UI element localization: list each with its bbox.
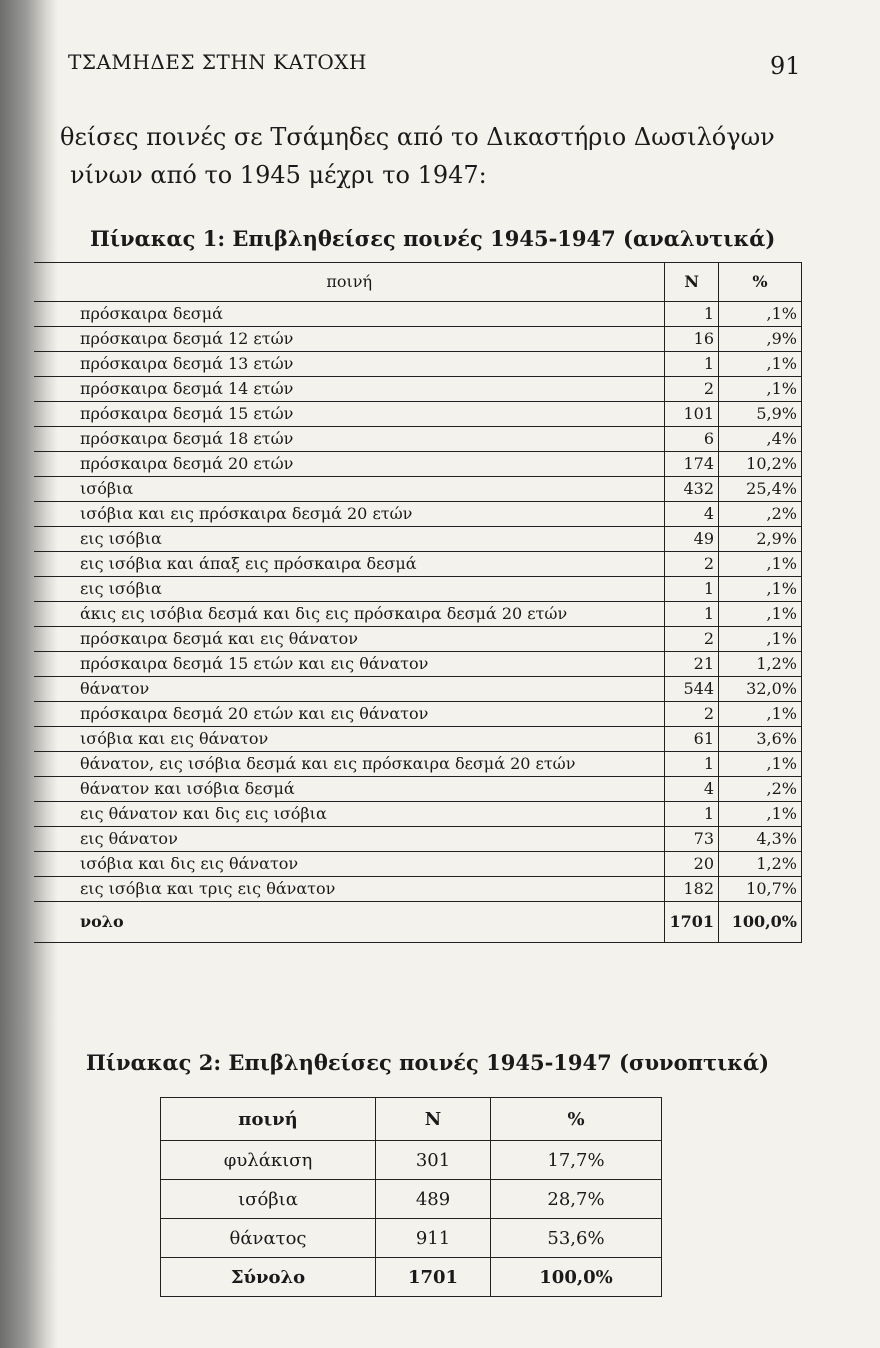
row-n: 911	[376, 1219, 491, 1258]
row-pct: 10,7%	[719, 877, 802, 902]
table-row	[34, 452, 802, 477]
row-n: 16	[665, 327, 719, 352]
table-row	[161, 1141, 662, 1180]
row-label: ισόβια	[161, 1180, 376, 1219]
table-row	[34, 477, 802, 502]
row-n: 1	[665, 602, 719, 627]
table1-header-n: Ν	[665, 263, 719, 302]
row-n: 1	[665, 752, 719, 777]
row-label: πρόσκαιρα δεσμά 14 ετών	[34, 377, 665, 402]
row-n: 432	[665, 477, 719, 502]
row-label: πρόσκαιρα δεσμά 15 ετών	[34, 402, 665, 427]
row-n: 21	[665, 652, 719, 677]
row-label: πρόσκαιρα δεσμά και εις θάνατον	[34, 627, 665, 652]
table1-body	[34, 302, 802, 902]
table-row	[34, 852, 802, 877]
row-pct: ,9%	[719, 327, 802, 352]
table-row	[34, 752, 802, 777]
table-row	[34, 727, 802, 752]
row-n: 1	[665, 352, 719, 377]
row-label: θάνατος	[161, 1219, 376, 1258]
row-n: 1	[665, 302, 719, 327]
row-n: 4	[665, 777, 719, 802]
table-row	[34, 652, 802, 677]
table-row	[34, 302, 802, 327]
table-row	[161, 1180, 662, 1219]
row-n: 2	[665, 702, 719, 727]
row-pct: ,1%	[719, 377, 802, 402]
row-pct: 4,3%	[719, 827, 802, 852]
table-row	[34, 602, 802, 627]
row-pct: 1,2%	[719, 652, 802, 677]
table1-total-n: 1701	[665, 902, 719, 943]
table-row	[161, 1219, 662, 1258]
table-row	[34, 702, 802, 727]
row-label: εις θάνατον και δις εις ισόβια	[34, 802, 665, 827]
row-label: φυλάκιση	[161, 1141, 376, 1180]
table-row	[34, 577, 802, 602]
table1-header-pct: %	[719, 263, 802, 302]
row-label: άκις εις ισόβια δεσμά και δις εις πρόσκαιρα δεσμά 20 ετών	[34, 602, 665, 627]
row-pct: ,1%	[719, 752, 802, 777]
row-pct: 25,4%	[719, 477, 802, 502]
row-pct: ,1%	[719, 302, 802, 327]
row-pct: ,1%	[719, 577, 802, 602]
row-label: εις ισόβια	[34, 577, 665, 602]
row-pct: 5,9%	[719, 402, 802, 427]
row-n: 301	[376, 1141, 491, 1180]
table-row	[34, 802, 802, 827]
row-pct: 2,9%	[719, 527, 802, 552]
intro-line-2: νίνων από το 1945 μέχρι το 1947:	[70, 161, 487, 189]
row-pct: ,2%	[719, 777, 802, 802]
row-label: πρόσκαιρα δεσμά 13 ετών	[34, 352, 665, 377]
table-row	[34, 677, 802, 702]
row-label: εις ισόβια και τρις εις θάνατον	[34, 877, 665, 902]
row-pct: 10,2%	[719, 452, 802, 477]
row-label: θάνατον	[34, 677, 665, 702]
row-n: 6	[665, 427, 719, 452]
table-row	[34, 377, 802, 402]
row-n: 101	[665, 402, 719, 427]
table1-header-row	[34, 263, 802, 302]
row-label: θάνατον και ισόβια δεσμά	[34, 777, 665, 802]
row-pct: ,1%	[719, 602, 802, 627]
row-n: 73	[665, 827, 719, 852]
row-n: 2	[665, 627, 719, 652]
table2-total-row	[161, 1258, 662, 1297]
row-pct: 53,6%	[491, 1219, 662, 1258]
row-label: εις ισόβια και άπαξ εις πρόσκαιρα δεσμά	[34, 552, 665, 577]
table2-body	[161, 1141, 662, 1258]
row-label: πρόσκαιρα δεσμά 20 ετών	[34, 452, 665, 477]
table1-header-label: ποινή	[34, 263, 665, 302]
row-n: 1	[665, 577, 719, 602]
row-label: πρόσκαιρα δεσμά 12 ετών	[34, 327, 665, 352]
row-n: 2	[665, 377, 719, 402]
table-row	[34, 877, 802, 902]
row-pct: 3,6%	[719, 727, 802, 752]
table2-header-row	[161, 1098, 662, 1141]
table2-header-label: ποινή	[161, 1098, 376, 1141]
table1-title: Πίνακας 1: Επιβληθείσες ποινές 1945-1947 (αναλυτικά)	[90, 226, 776, 251]
row-n: 544	[665, 677, 719, 702]
table-row	[34, 502, 802, 527]
table-row	[34, 777, 802, 802]
table2-total-pct: 100,0%	[491, 1258, 662, 1297]
row-pct: ,1%	[719, 352, 802, 377]
row-pct: ,4%	[719, 427, 802, 452]
row-n: 49	[665, 527, 719, 552]
row-pct: 1,2%	[719, 852, 802, 877]
row-label: ισόβια και εις θάνατον	[34, 727, 665, 752]
row-n: 1	[665, 802, 719, 827]
row-n: 182	[665, 877, 719, 902]
row-pct: ,1%	[719, 702, 802, 727]
row-pct: 28,7%	[491, 1180, 662, 1219]
row-label: ισόβια	[34, 477, 665, 502]
row-pct: ,1%	[719, 627, 802, 652]
row-n: 4	[665, 502, 719, 527]
table-row	[34, 402, 802, 427]
row-label: πρόσκαιρα δεσμά 18 ετών	[34, 427, 665, 452]
row-pct: ,1%	[719, 802, 802, 827]
row-n: 2	[665, 552, 719, 577]
table-row	[34, 352, 802, 377]
row-n: 489	[376, 1180, 491, 1219]
table1-total-label: νολο	[34, 902, 665, 943]
row-label: ισόβια και δις εις θάνατον	[34, 852, 665, 877]
row-n: 20	[665, 852, 719, 877]
row-label: εις ισόβια	[34, 527, 665, 552]
table1-total-pct: 100,0%	[719, 902, 802, 943]
table-row	[34, 552, 802, 577]
table-row	[34, 427, 802, 452]
row-pct: ,1%	[719, 552, 802, 577]
page-number: 91	[770, 52, 801, 80]
table2-header-n: Ν	[376, 1098, 491, 1141]
row-label: πρόσκαιρα δεσμά 20 ετών και εις θάνατον	[34, 702, 665, 727]
running-head: ΤΣΑΜΗΔΕΣ ΣΤΗΝ ΚΑΤΟΧΗ	[68, 50, 367, 74]
row-pct: 32,0%	[719, 677, 802, 702]
table-row	[34, 827, 802, 852]
row-label: πρόσκαιρα δεσμά 15 ετών και εις θάνατον	[34, 652, 665, 677]
row-label: θάνατον, εις ισόβια δεσμά και εις πρόσκαιρα δεσμά 20 ετών	[34, 752, 665, 777]
row-pct: 17,7%	[491, 1141, 662, 1180]
row-label: εις θάνατον	[34, 827, 665, 852]
table1-total-row	[34, 902, 802, 943]
table1-detailed-sentences	[34, 262, 802, 943]
row-n: 174	[665, 452, 719, 477]
table2-title: Πίνακας 2: Επιβληθείσες ποινές 1945-1947 (συνοπτικά)	[86, 1050, 770, 1075]
intro-paragraph	[42, 118, 822, 194]
table2-total-label: Σύνολο	[161, 1258, 376, 1297]
row-label: ισόβια και εις πρόσκαιρα δεσμά 20 ετών	[34, 502, 665, 527]
table-row	[34, 627, 802, 652]
row-pct: ,2%	[719, 502, 802, 527]
row-label: πρόσκαιρα δεσμά	[34, 302, 665, 327]
intro-line-1: θείσες ποινές σε Τσάμηδες από το Δικαστήριο Δωσιλόγων	[60, 123, 775, 151]
table-row	[34, 527, 802, 552]
table2-total-n: 1701	[376, 1258, 491, 1297]
table2-summary-sentences	[160, 1097, 662, 1297]
table2-header-pct: %	[491, 1098, 662, 1141]
row-n: 61	[665, 727, 719, 752]
table-row	[34, 327, 802, 352]
